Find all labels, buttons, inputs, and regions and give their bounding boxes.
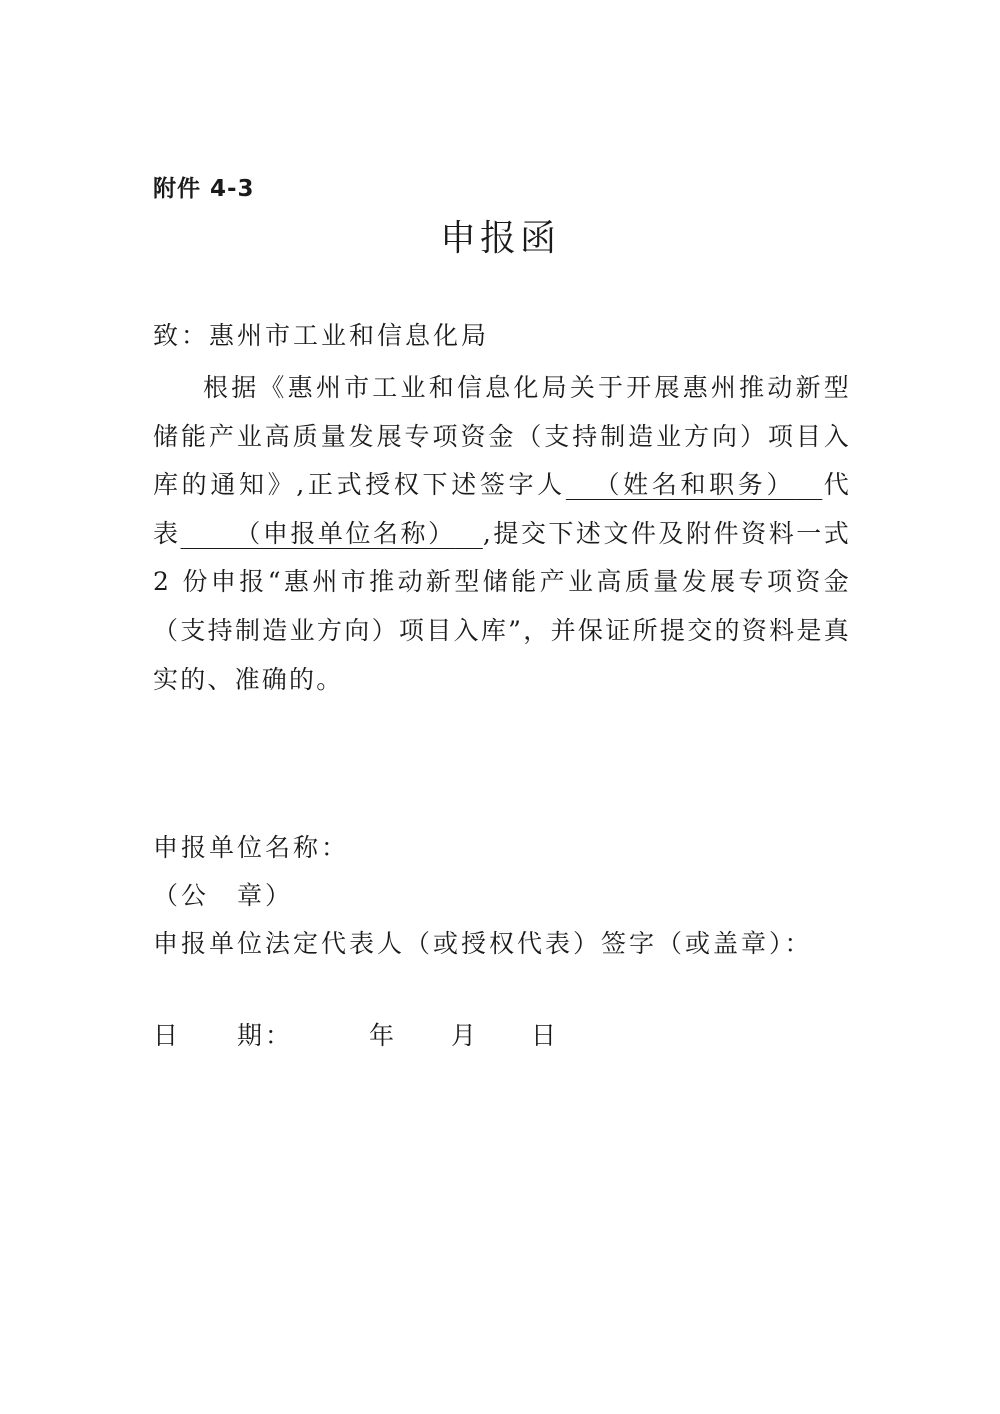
day-label: 日 <box>531 1021 557 1050</box>
representative-signature-label: 申报单位法定代表人（或授权代表）签字（或盖章）： <box>153 929 813 958</box>
body-text-part-2: 代表 <box>153 470 851 548</box>
attachment-label: 附件 4-3 <box>153 176 255 202</box>
signatory-name-blank: （姓名和职务） <box>593 470 796 500</box>
body-text-part-3: ,提交下述文件及附件资料一式 2 份申报“惠州市推动新型储能产业高质量发展专项资金（支持制造业方向）项目入库”，并保证所提交的资料是真实的、准确的。 <box>153 518 852 694</box>
month-label: 月 <box>451 1021 477 1050</box>
body-text-part-1: 根据《惠州市工业和信息化局关于开展惠州推动新型储能产业高质量发展专项资金（支持制造业方向）项目入库的通知》,正式授权下述签字人 <box>153 373 851 500</box>
date-label: 日 期： <box>153 1021 294 1050</box>
seal-label: （公 章） <box>153 881 294 910</box>
applicant-unit-blank: （申报单位名称） <box>234 518 456 548</box>
addressee: 致：惠州市工业和信息化局 <box>153 321 490 350</box>
unit-name-label: 申报单位名称： <box>153 833 350 862</box>
date-row <box>153 1016 573 1050</box>
body-paragraph <box>153 364 851 704</box>
document-title: 申报函 <box>439 218 560 259</box>
year-label: 年 <box>369 1021 395 1050</box>
